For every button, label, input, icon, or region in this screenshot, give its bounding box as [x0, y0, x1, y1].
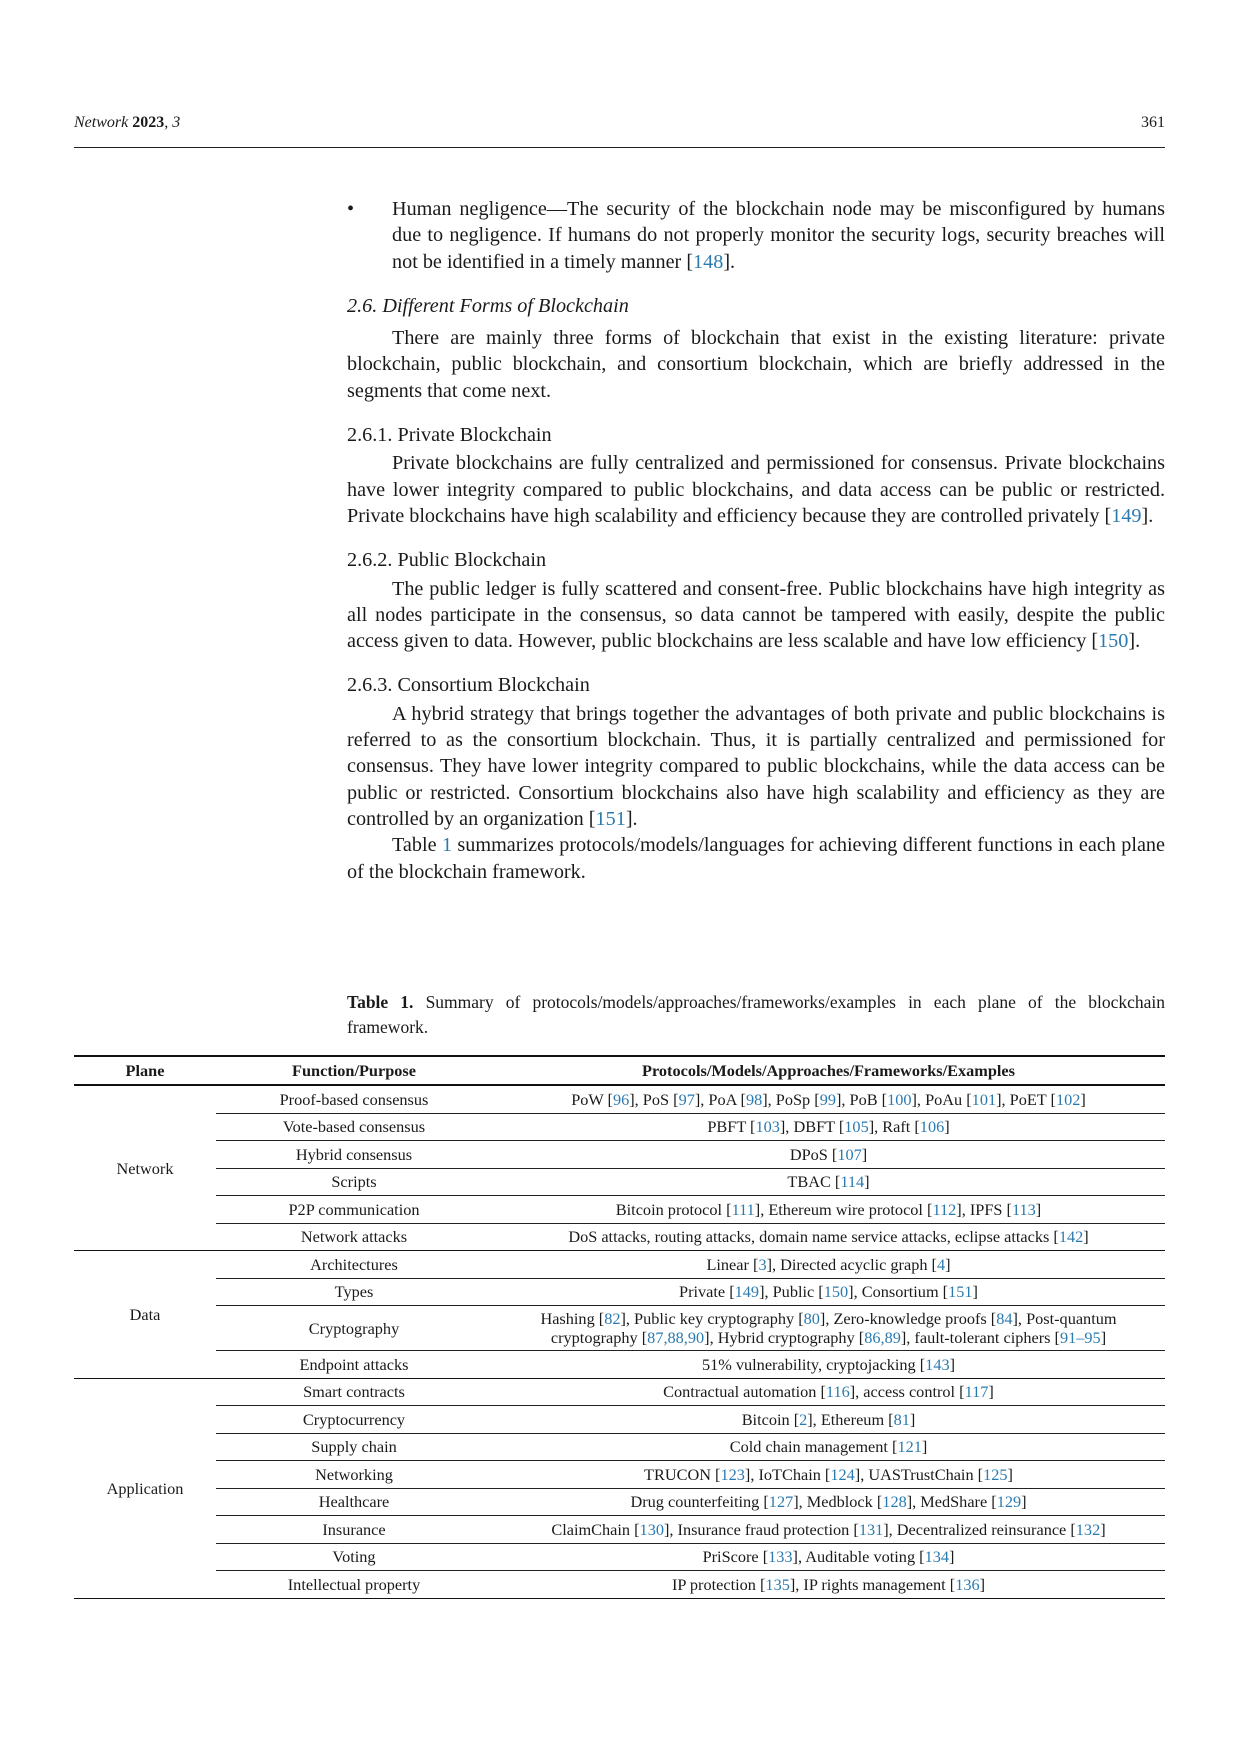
bullet-item-human-negligence	[347, 196, 1165, 275]
example-text: ], Zero-knowledge proofs [	[819, 1309, 997, 1328]
example-text: ], Auditable voting [	[792, 1547, 925, 1567]
example-text: ], Consortium [	[848, 1282, 949, 1302]
paragraph-consortium: A hybrid strategy that brings together the advantages of both private and public blockchains is referred to as the consortium blockchain. Thus, it is partially centralized and permissioned for consensus. They have lower integrity compared to public blockchains, while the data access can be public or restricted. Consortium blockchains also have high scalability and efficiency as they are controlled by an organization [151].	[347, 702, 1165, 830]
citation-link[interactable]: 125	[983, 1464, 1008, 1484]
examples-cell	[492, 1433, 1165, 1461]
citation-link[interactable]: 87,88,90	[647, 1328, 705, 1347]
header-function: Function/Purpose	[216, 1056, 492, 1085]
example-text: ]	[949, 1354, 956, 1374]
example-text: ], fault-tolerant ciphers [	[900, 1328, 1060, 1347]
examples-cell	[492, 1406, 1165, 1434]
function-cell: P2P communication	[216, 1196, 492, 1224]
citation-link[interactable]: 2	[799, 1409, 808, 1429]
example-text: ], Raft [	[868, 1117, 920, 1137]
function-cell: Voting	[216, 1543, 492, 1571]
example-text: ], access control [	[849, 1382, 965, 1402]
table-header-row	[74, 1056, 1165, 1085]
citation-link[interactable]: 113	[1011, 1199, 1036, 1219]
example-text: ]	[1035, 1199, 1042, 1219]
citation-link[interactable]: 80	[803, 1309, 820, 1328]
example-text: PoW [	[571, 1089, 613, 1109]
examples-cell	[492, 1306, 1165, 1351]
subsection-heading-consortium: 2.6.3. Consortium Blockchain	[347, 674, 590, 697]
plane-cell: Network	[74, 1085, 216, 1251]
table-row	[74, 1351, 1165, 1379]
function-cell: Vote-based consensus	[216, 1113, 492, 1141]
example-text: ]	[949, 1547, 955, 1567]
citation-link[interactable]: 123	[720, 1464, 745, 1484]
example-text: ]	[1007, 1464, 1013, 1484]
examples-cell	[492, 1085, 1165, 1113]
function-cell: Healthcare	[216, 1488, 492, 1516]
citation-link[interactable]: 117	[964, 1382, 989, 1402]
function-cell: Endpoint attacks	[216, 1351, 492, 1379]
citation-link[interactable]: 97	[678, 1089, 695, 1109]
citation-link[interactable]: 150	[823, 1282, 849, 1302]
example-text: ], Post-quantum cryptography [	[550, 1309, 1117, 1347]
example-text: ], PoET [	[996, 1089, 1056, 1109]
example-text: ], Ethereum wire protocol [	[754, 1199, 933, 1219]
citation-link[interactable]: 105	[844, 1117, 869, 1137]
example-text: Cold chain management [	[729, 1437, 898, 1457]
example-text: ]	[1021, 1492, 1027, 1512]
example-text: ], PoSp [	[762, 1089, 820, 1109]
example-text: TRUCON [	[644, 1464, 721, 1484]
examples-cell	[492, 1251, 1165, 1279]
paragraph-table-reference: Table 1 summarizes protocols/models/languages for achieving different functions in each plane of the blockchain framework.	[347, 834, 1165, 883]
citation-link[interactable]: 84	[996, 1309, 1013, 1328]
function-cell: Network attacks	[216, 1223, 492, 1251]
function-cell: Hybrid consensus	[216, 1141, 492, 1169]
citation-link[interactable]: 130	[639, 1519, 664, 1539]
bullet-text: Human negligence—The security of the blockchain node may be misconfigured by humans due to negligence. If humans do not properly monitor the security logs, security breaches will not be identified in a timely manner [148].	[392, 198, 1165, 273]
citation-link[interactable]: 96	[612, 1089, 630, 1109]
table-row	[74, 1141, 1165, 1169]
example-text: ]	[1083, 1227, 1089, 1247]
examples-cell	[492, 1168, 1165, 1196]
example-text: ], MedShare [	[906, 1492, 997, 1512]
function-cell: Intellectual property	[216, 1571, 492, 1599]
header-plane: Plane	[74, 1056, 216, 1085]
function-cell: Proof-based consensus	[216, 1085, 492, 1113]
citation-link[interactable]: 98	[745, 1089, 763, 1109]
example-text: ], PoAu [	[911, 1089, 972, 1109]
example-text: Drug counterfeiting [	[630, 1492, 769, 1512]
citation-link[interactable]: 148	[693, 250, 724, 273]
bullet-icon: •	[347, 198, 355, 220]
header-divider	[74, 147, 1165, 148]
journal-citation: Network 2023, 3	[74, 114, 181, 131]
table-row	[74, 1168, 1165, 1196]
citation-link[interactable]: 4	[936, 1254, 946, 1274]
example-text: ]	[909, 1409, 916, 1429]
citation-link[interactable]: 3	[758, 1254, 767, 1274]
plane-cell: Data	[74, 1251, 216, 1379]
examples-cell	[492, 1278, 1165, 1306]
function-cell: Insurance	[216, 1516, 492, 1544]
citation-link[interactable]: 151	[948, 1282, 973, 1302]
running-head	[74, 114, 1165, 132]
table-row	[74, 1196, 1165, 1224]
example-text: ], Public key cryptography [	[620, 1309, 804, 1328]
example-text: ], PoB [	[835, 1089, 888, 1109]
citation-link[interactable]: 101	[971, 1089, 997, 1109]
examples-cell	[492, 1516, 1165, 1544]
table-row	[74, 1113, 1165, 1141]
citation-link[interactable]: 103	[755, 1117, 780, 1137]
citation-link[interactable]: 142	[1058, 1227, 1084, 1247]
table-row	[74, 1488, 1165, 1516]
example-text: ], DBFT [	[779, 1117, 845, 1137]
example-text: Bitcoin [	[741, 1409, 800, 1429]
table-row	[74, 1461, 1165, 1489]
table-body	[74, 1085, 1165, 1598]
section-heading: 2.6. Different Forms of Blockchain	[347, 294, 629, 317]
header-examples: Protocols/Models/Approaches/Frameworks/Examples	[492, 1056, 1165, 1085]
citation-link[interactable]: 106	[919, 1117, 945, 1137]
caption-label: Table 1.	[347, 992, 414, 1012]
example-text: DoS attacks, routing attacks, domain name service attacks, eclipse attacks [	[568, 1227, 1059, 1247]
example-text: ], UASTrustChain [	[854, 1464, 984, 1484]
citation-link[interactable]: 143	[925, 1354, 950, 1374]
examples-cell	[492, 1378, 1165, 1406]
function-cell: Scripts	[216, 1168, 492, 1196]
example-text: ], IPFS [	[956, 1199, 1012, 1219]
example-text: ]	[861, 1144, 868, 1164]
citation-link[interactable]: 149	[1111, 504, 1142, 527]
table-caption	[347, 990, 1165, 1040]
function-cell: Networking	[216, 1461, 492, 1489]
section-paragraph: There are mainly three forms of blockchain that exist in the existing literature: private blockchain, public blockchain, and consortium blockchain, which are briefly addressed in the segments that come next.	[347, 327, 1165, 402]
examples-cell	[492, 1571, 1165, 1599]
examples-cell	[492, 1141, 1165, 1169]
citation-link[interactable]: 114	[840, 1172, 865, 1192]
example-text: Bitcoin protocol [	[615, 1199, 732, 1219]
citation-link[interactable]: 132	[1075, 1519, 1101, 1539]
caption-text: Summary of protocols/models/approaches/frameworks/examples in each plane of the blockchain framework.	[347, 992, 1165, 1037]
citation-link[interactable]: 131	[858, 1519, 884, 1539]
citation-link[interactable]: 111	[731, 1199, 755, 1219]
table-row	[74, 1516, 1165, 1544]
example-text: DPoS [	[789, 1144, 838, 1164]
page-number: 361	[1141, 114, 1165, 131]
examples-cell	[492, 1461, 1165, 1489]
citation-link[interactable]: 82	[604, 1309, 621, 1328]
example-text: ], Insurance fraud protection [	[663, 1519, 859, 1539]
example-text: ]	[972, 1282, 978, 1302]
citation-link[interactable]: 112	[932, 1199, 957, 1219]
examples-cell	[492, 1543, 1165, 1571]
citation-link[interactable]: 100	[887, 1089, 912, 1109]
example-text: ], Decentralized reinsurance [	[883, 1519, 1076, 1539]
citation-link[interactable]: 107	[837, 1144, 862, 1164]
examples-cell	[492, 1351, 1165, 1379]
body-column	[347, 196, 1165, 885]
examples-cell	[492, 1223, 1165, 1251]
paragraph-private: Private blockchains are fully centralized and permissioned for consensus. Private blockchains have lower integrity compared to public blockchains, and data access can be public or restricted. Private blockchains have high scalability and efficiency because they are controlled privately [149].	[347, 452, 1165, 527]
paragraph-public: The public ledger is fully scattered and consent-free. Public blockchains have high integrity as all nodes participate in the consensus, so data cannot be tampered with easily, despite the public access given to data. However, public blockchains are less scalable and have low efficiency [150].	[347, 577, 1165, 653]
function-cell: Architectures	[216, 1251, 492, 1279]
example-text: ], IoTChain [	[744, 1464, 831, 1484]
example-text: ]	[1100, 1328, 1107, 1347]
citation-link[interactable]: 116	[825, 1382, 850, 1402]
subsection-heading-private: 2.6.1. Private Blockchain	[347, 424, 552, 447]
citation-link[interactable]: 102	[1055, 1089, 1081, 1109]
example-text: ]	[945, 1254, 951, 1274]
citation-link[interactable]: 135	[765, 1574, 790, 1594]
example-text: ], PoS [	[629, 1089, 679, 1109]
citation-link[interactable]: 81	[893, 1409, 910, 1429]
example-text: Contractual automation [	[663, 1382, 826, 1402]
table-row	[74, 1433, 1165, 1461]
example-text: ], Ethereum [	[807, 1409, 894, 1429]
function-cell: Cryptography	[216, 1306, 492, 1351]
citation-link[interactable]: 124	[830, 1464, 855, 1484]
citation-link[interactable]: 128	[882, 1492, 907, 1512]
examples-cell	[492, 1488, 1165, 1516]
function-cell: Cryptocurrency	[216, 1406, 492, 1434]
example-text: Linear [	[706, 1254, 759, 1274]
citation-link[interactable]: 151	[595, 807, 626, 830]
example-text: Private [	[679, 1282, 735, 1302]
citation-link[interactable]: 133	[768, 1547, 793, 1567]
table-row	[74, 1406, 1165, 1434]
example-text: ]	[988, 1382, 994, 1402]
examples-cell	[492, 1113, 1165, 1141]
table-row	[74, 1543, 1165, 1571]
citation-link[interactable]: 121	[897, 1437, 922, 1457]
example-text: IP protection [	[671, 1574, 766, 1594]
plane-cell: Application	[74, 1378, 216, 1598]
example-text: 51% vulnerability, cryptojacking [	[701, 1354, 926, 1374]
function-cell: Smart contracts	[216, 1378, 492, 1406]
citation-link[interactable]: 136	[955, 1574, 980, 1594]
table-row	[74, 1378, 1165, 1406]
example-text: ], Medblock [	[793, 1492, 883, 1512]
table-row	[74, 1306, 1165, 1351]
table-row	[74, 1085, 1165, 1113]
example-text: ], Public [	[759, 1282, 824, 1302]
function-cell: Supply chain	[216, 1433, 492, 1461]
table-row	[74, 1251, 1165, 1279]
example-text: ], Hybrid cryptography [	[704, 1328, 865, 1347]
example-text: ]	[944, 1117, 950, 1137]
example-text: ]	[1080, 1089, 1086, 1109]
example-text: ]	[1100, 1519, 1106, 1539]
example-text: Hashing [	[540, 1309, 605, 1328]
citation-link[interactable]: 99	[819, 1089, 836, 1109]
table-row	[74, 1278, 1165, 1306]
examples-cell	[492, 1196, 1165, 1224]
table-reference-link[interactable]: 1	[441, 834, 453, 857]
example-text: PBFT [	[707, 1117, 756, 1137]
example-text: ]	[921, 1437, 928, 1457]
table-row	[74, 1223, 1165, 1251]
subsection-heading-public: 2.6.2. Public Blockchain	[347, 549, 547, 572]
citation-link[interactable]: 91–95	[1059, 1328, 1101, 1347]
example-text: ], PoA [	[694, 1089, 746, 1109]
table-row	[74, 1571, 1165, 1599]
function-cell: Types	[216, 1278, 492, 1306]
example-text: TBAC [	[787, 1172, 841, 1192]
citation-link[interactable]: 129	[996, 1492, 1022, 1512]
example-text: ClaimChain [	[551, 1519, 640, 1539]
example-text: ]	[979, 1574, 986, 1594]
example-text: PriScore [	[702, 1547, 769, 1567]
citation-link[interactable]: 134	[924, 1547, 950, 1567]
citation-link[interactable]: 149	[734, 1282, 760, 1302]
example-text: ], IP rights management [	[789, 1574, 956, 1594]
example-text: ]	[864, 1172, 870, 1192]
citation-link[interactable]: 127	[768, 1492, 794, 1512]
summary-table	[74, 1055, 1165, 1599]
citation-link[interactable]: 86,89	[864, 1328, 901, 1347]
citation-link[interactable]: 150	[1098, 630, 1129, 653]
example-text: ], Directed acyclic graph [	[766, 1254, 937, 1274]
